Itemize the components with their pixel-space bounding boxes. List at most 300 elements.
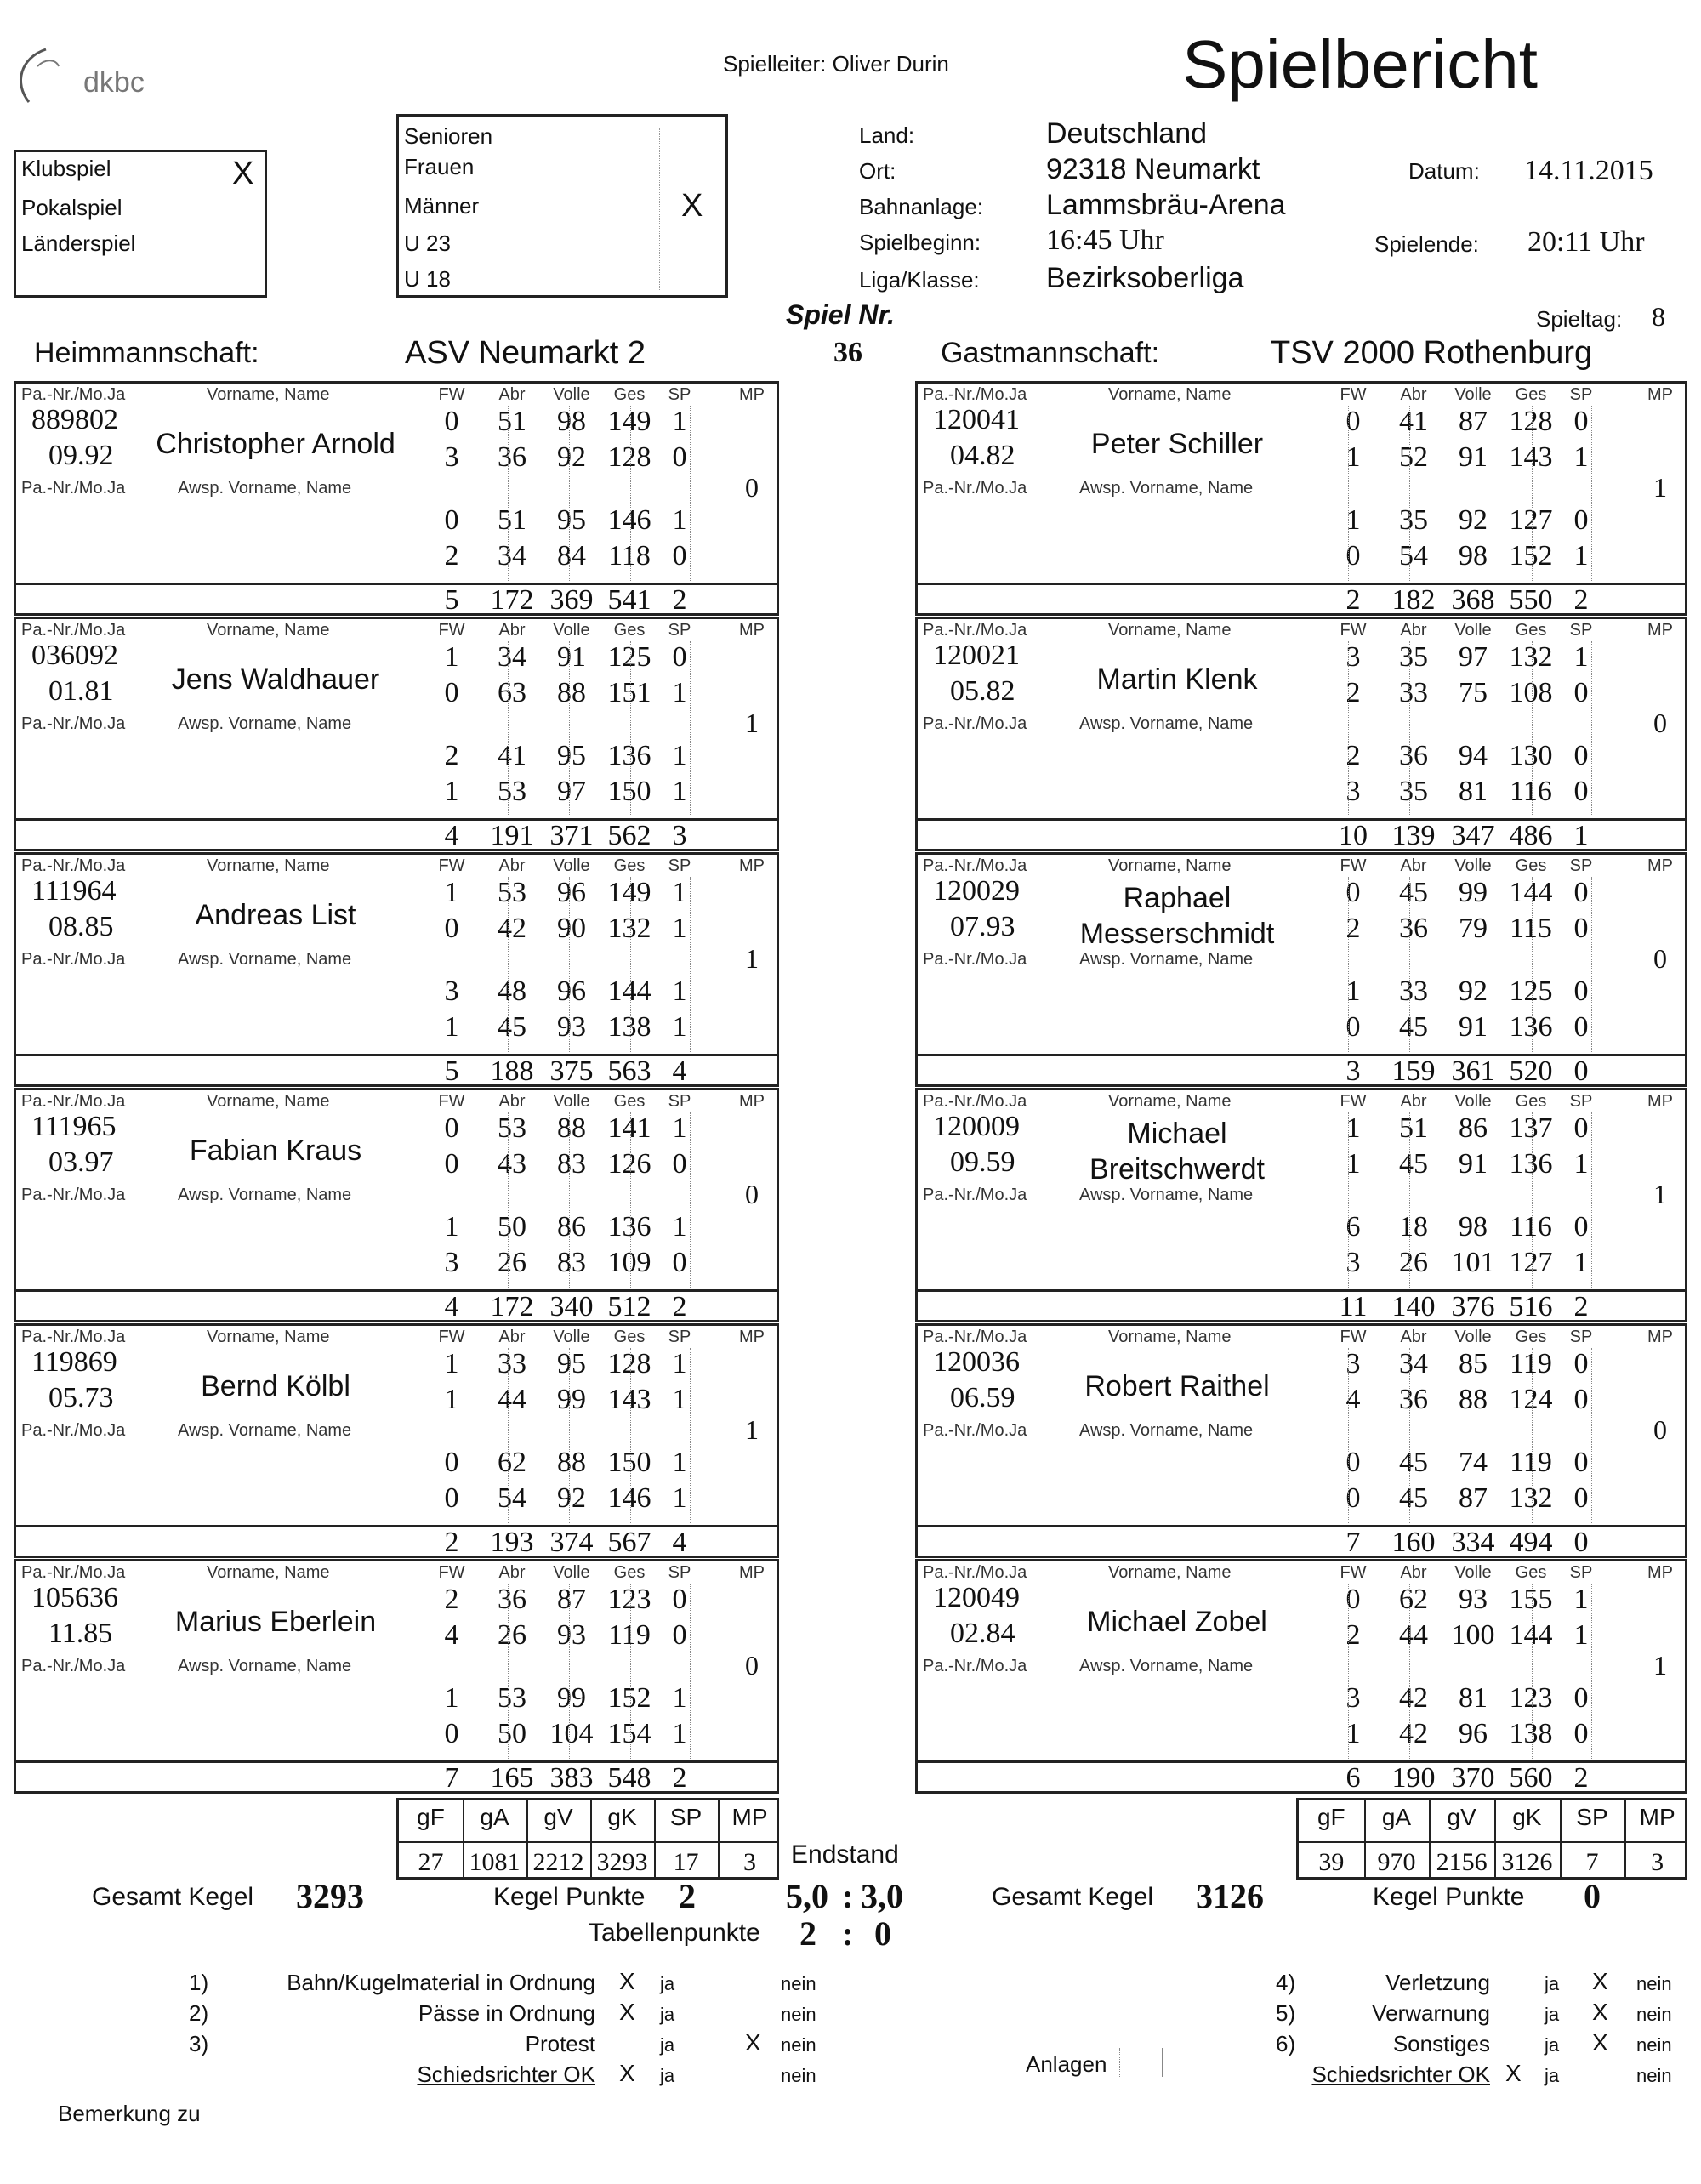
pa-nr-label: Pa.-Nr./Mo.Ja [923,1092,1027,1111]
score-cell: 132 [607,913,651,944]
score-cell: 0 [672,540,687,572]
score-cell: 45 [1399,1011,1428,1043]
score-cell: 0 [1573,975,1589,1007]
score-cell: 1 [672,1447,687,1478]
score-cell: 1 [672,975,687,1007]
score-cell: 43 [498,1148,526,1180]
check-num: 4) [1276,1970,1296,1995]
sum-cell: 2 [672,1762,687,1794]
ges-label: Ges [1515,1563,1547,1582]
score-cell: 104 [549,1718,594,1749]
score-cell: 81 [1459,1682,1488,1714]
score-cell: 93 [557,1011,586,1043]
score-cell: 1 [672,677,687,708]
check-ja-label: ja [1545,1973,1560,1994]
check-ja-label: ja [660,1973,675,1994]
score-cell: 1 [672,1348,687,1379]
check-ja-mark: X [619,1999,635,2025]
volle-label: Volle [553,1092,590,1111]
score-cell: 87 [1459,1482,1488,1514]
check-nein-label: nein [1636,1973,1672,1994]
score-cell: 83 [557,1247,586,1278]
sum-cell: 172 [490,1291,534,1322]
score-cell: 2 [444,740,459,771]
score-cell: 108 [1509,677,1553,708]
fw-label: FW [1340,1563,1367,1582]
guest-player-block [915,617,1687,851]
sum-cell: 4 [672,1055,687,1087]
score-cell: 99 [557,1682,586,1714]
score-cell: 99 [557,1384,586,1415]
score-cell: 44 [1399,1619,1428,1651]
guest-gesamt-value: 3126 [1196,1877,1264,1915]
home-punkte-value: 2 [679,1877,696,1915]
abr-label: Abr [1400,856,1427,875]
ende-value: 20:11 Uhr [1527,226,1645,258]
score-cell: 138 [1509,1718,1553,1749]
score-cell: 4 [444,1619,459,1651]
score-cell: 18 [1399,1211,1428,1243]
sum-cell: 520 [1509,1055,1553,1087]
sp-label: SP [1569,1328,1593,1346]
ges-label: Ges [613,1092,646,1111]
score-cell: 0 [672,1148,687,1180]
score-cell: 35 [1399,504,1428,536]
score-cell: 92 [1459,504,1488,536]
guest-team-name: TSV 2000 Rothenburg [1271,335,1593,371]
guest-player-block [915,852,1687,1087]
volle-label: Volle [553,1328,590,1346]
volle-label: Volle [1454,856,1492,875]
home-player-block [14,852,779,1087]
score-cell: 150 [607,776,651,807]
sum-cell: 548 [607,1762,651,1794]
score-cell: 1 [672,1011,687,1043]
sum-cell: 374 [549,1527,594,1558]
score-cell: 0 [1573,1112,1589,1144]
player-name: Jens Waldhauer [171,663,380,696]
pa-nr-label-awsp: Pa.-Nr./Mo.Ja [923,950,1027,969]
check-label: Verwarnung [1372,2000,1490,2026]
vorname-label: Vorname, Name [207,1563,330,1582]
pa-nr-label: Pa.-Nr./Mo.Ja [21,1563,126,1582]
score-cell: 1 [672,1718,687,1749]
check-ja-label: ja [1545,2034,1560,2056]
player-mp: 0 [745,472,759,503]
volle-label: Volle [1454,621,1492,640]
tabellen-colon: : [842,1914,854,1953]
score-cell: 92 [1459,975,1488,1007]
score-cell: 126 [607,1148,651,1180]
score-cell: 0 [1573,1447,1589,1478]
score-cell: 0 [444,1112,459,1144]
abr-label: Abr [498,1092,526,1111]
score-cell: 54 [1399,540,1428,572]
vorname-label: Vorname, Name [1108,1092,1232,1111]
score-cell: 0 [1573,1718,1589,1749]
player-mp: 0 [745,1179,759,1209]
totals-value-ga: 1081 [469,1848,521,1876]
score-cell: 36 [1399,1384,1428,1415]
page-title: Spielbericht [1182,26,1539,102]
player-birth: 08.85 [48,911,114,942]
player-mp: 1 [745,1414,759,1445]
score-cell: 1 [672,1112,687,1144]
abr-label: Abr [1400,1092,1427,1111]
score-cell: 92 [557,441,586,473]
sum-cell: 550 [1509,584,1553,616]
sum-cell: 6 [1345,1762,1361,1794]
check-label: Verletzung [1385,1970,1490,1995]
score-cell: 144 [1509,877,1553,908]
score-cell: 137 [1509,1112,1553,1144]
score-cell: 98 [1459,540,1488,572]
pa-nr-label-awsp: Pa.-Nr./Mo.Ja [923,1421,1027,1440]
score-cell: 36 [498,441,526,473]
player-number: 111965 [31,1111,117,1142]
sum-cell: 1 [1573,820,1589,851]
score-cell: 85 [1459,1348,1488,1379]
vorname-label: Vorname, Name [1108,1563,1232,1582]
pa-nr-label: Pa.-Nr./Mo.Ja [923,1563,1027,1582]
score-cell: 154 [607,1718,651,1749]
player-name: Michael Breitschwerdt [1089,1118,1265,1186]
sum-cell: 7 [1345,1527,1361,1558]
player-birth: 02.84 [950,1618,1015,1649]
totals-value-sp: 7 [1585,1848,1599,1876]
score-cell: 2 [1345,677,1361,708]
player-name: Peter Schiller [1090,428,1264,460]
score-cell: 88 [557,1447,586,1478]
vorname-label: Vorname, Name [207,1092,330,1111]
endstand-label: Endstand [791,1840,899,1868]
sum-cell: 486 [1509,820,1553,851]
score-cell: 45 [498,1011,526,1043]
sum-cell: 160 [1391,1527,1436,1558]
score-cell: 2 [444,1584,459,1615]
score-cell: 0 [1345,1447,1361,1478]
score-cell: 1 [1573,641,1589,673]
check-nein-mark: X [1592,1968,1608,1994]
player-mp: 0 [745,1650,759,1681]
abr-label: Abr [498,385,526,404]
score-cell: 0 [444,677,459,708]
score-cell: 1 [444,1384,459,1415]
player-name: Michael Zobel [1087,1606,1267,1638]
score-cell: 101 [1451,1247,1495,1278]
player-birth: 01.81 [48,675,114,707]
score-cell: 116 [1510,776,1552,807]
score-cell: 0 [672,441,687,473]
score-cell: 1 [672,406,687,437]
player-mp: 1 [745,708,759,738]
sum-cell: 494 [1509,1527,1553,1558]
sum-cell: 383 [549,1762,594,1794]
check-label: Schiedsrichter OK [1311,2062,1490,2087]
score-cell: 1 [672,776,687,807]
sum-cell: 2 [1573,1291,1589,1322]
score-cell: 1 [672,1384,687,1415]
player-number: 120041 [933,404,1020,435]
score-cell: 34 [498,641,526,673]
beginn-value: 16:45 Uhr [1046,225,1164,256]
player-name: Martin Klenk [1096,663,1258,696]
pa-nr-label-awsp: Pa.-Nr./Mo.Ja [923,1186,1027,1204]
score-cell: 53 [498,877,526,908]
score-cell: 35 [1399,641,1428,673]
check-label: Schiedsrichter OK [417,2062,595,2087]
pa-nr-label: Pa.-Nr./Mo.Ja [923,385,1027,404]
home-punkte-label: Kegel Punkte [493,1883,646,1911]
score-cell: 0 [1573,1682,1589,1714]
sum-cell: 4 [444,1291,459,1322]
score-cell: 146 [607,1482,651,1514]
sum-cell: 2 [1573,1762,1589,1794]
endstand-colon: : [842,1877,854,1915]
player-birth: 04.82 [950,440,1015,471]
abr-label: Abr [498,856,526,875]
score-cell: 143 [1509,441,1553,473]
score-cell: 0 [1573,1348,1589,1379]
score-cell: 1 [1345,1148,1361,1180]
fw-label: FW [1340,621,1367,640]
check-ja-label: ja [1545,2065,1560,2086]
guest-player-block [915,1323,1687,1558]
score-cell: 119 [1510,1348,1552,1379]
score-cell: 0 [1573,504,1589,536]
score-cell: 151 [607,677,651,708]
player-number: 120009 [933,1111,1020,1142]
score-cell: 92 [557,1482,586,1514]
totals-header-mp: MP [731,1804,768,1830]
vorname-label: Vorname, Name [207,856,330,875]
fw-label: FW [1340,385,1367,404]
player-number: 120036 [933,1346,1020,1378]
score-cell: 0 [1345,1482,1361,1514]
score-cell: 1 [1573,1148,1589,1180]
sum-cell: 165 [490,1762,534,1794]
check-ja-label: ja [1545,2004,1560,2025]
check-nein-label: nein [1636,2034,1672,2056]
logo-text: dkbc [83,66,145,99]
score-cell: 0 [1345,877,1361,908]
score-cell: 1 [1573,1584,1589,1615]
awsp-label: Awsp. Vorname, Name [178,1657,352,1675]
guest-player-block [915,381,1687,616]
fw-label: FW [438,856,465,875]
score-cell: 1 [1573,1247,1589,1278]
check-ja-mark: X [619,1968,635,1994]
score-cell: 95 [557,504,586,536]
score-cell: 0 [1573,913,1589,944]
score-cell: 0 [1573,1384,1589,1415]
sum-cell: 191 [490,820,534,851]
score-cell: 123 [1509,1682,1553,1714]
pa-nr-label: Pa.-Nr./Mo.Ja [21,621,126,640]
score-cell: 124 [1509,1384,1553,1415]
score-cell: 127 [1509,1247,1553,1278]
score-cell: 94 [1459,740,1488,771]
ges-label: Ges [613,1328,646,1346]
sum-cell: 516 [1509,1291,1553,1322]
spielnr-value: 36 [833,337,862,368]
pa-nr-label: Pa.-Nr./Mo.Ja [21,1328,126,1346]
spieltag-label: Spieltag: [1536,306,1623,332]
sp-label: SP [668,1092,691,1111]
abr-label: Abr [1400,621,1427,640]
score-cell: 0 [444,1447,459,1478]
volle-label: Volle [553,1563,590,1582]
vorname-label: Vorname, Name [1108,856,1232,875]
score-cell: 33 [498,1348,526,1379]
check-nein-mark: X [1592,1999,1608,2025]
sum-cell: 172 [490,584,534,616]
category-maenner: Männer [404,193,480,219]
mp-label: MP [739,1563,765,1582]
totals-header-sp: SP [669,1804,703,1830]
bahn-value: Lammsbräu-Arena [1046,189,1286,221]
score-cell: 1 [444,776,459,807]
sum-cell: 182 [1391,584,1436,616]
vorname-label: Vorname, Name [1108,385,1232,404]
check-ja-label: ja [660,2034,675,2056]
player-birth: 06.59 [950,1382,1015,1413]
home-totals-table [396,1798,779,1880]
totals-header-sp: SP [1576,1804,1608,1830]
score-cell: 0 [1573,1011,1589,1043]
tabellen-label: Tabellenpunkte [589,1919,760,1947]
sum-cell: 560 [1509,1762,1553,1794]
check-nein-mark: X [1592,2029,1608,2056]
player-mp: 0 [1653,708,1667,738]
category-u23: U 23 [404,230,451,256]
score-cell: 0 [1345,540,1361,572]
score-cell: 93 [557,1619,586,1651]
score-cell: 99 [1459,877,1488,908]
pa-nr-label: Pa.-Nr./Mo.Ja [923,856,1027,875]
player-mp: 1 [1653,1179,1667,1209]
score-cell: 3 [444,441,459,473]
game-type-box [14,150,267,298]
sum-cell: 188 [490,1055,534,1087]
pa-nr-label: Pa.-Nr./Mo.Ja [923,621,1027,640]
volle-label: Volle [553,856,590,875]
score-cell: 26 [1399,1247,1428,1278]
score-cell: 0 [1573,1211,1589,1243]
pa-nr-label: Pa.-Nr./Mo.Ja [21,385,126,404]
player-number: 036092 [31,640,118,671]
totals-header-gv: gV [543,1804,573,1830]
player-birth: 09.59 [950,1146,1015,1178]
score-cell: 98 [1459,1211,1488,1243]
score-cell: 119 [608,1619,651,1651]
sp-label: SP [1569,621,1593,640]
score-cell: 62 [498,1447,526,1478]
guest-totals-table [1296,1798,1687,1880]
game-type-laenderspiel: Länderspiel [21,230,136,256]
score-cell: 146 [607,504,651,536]
score-cell: 0 [672,1584,687,1615]
mp-label: MP [739,385,765,404]
score-cell: 3 [1345,641,1361,673]
home-team-name: ASV Neumarkt 2 [405,335,646,371]
abr-label: Abr [498,1328,526,1346]
score-cell: 0 [444,406,459,437]
score-cell: 81 [1459,776,1488,807]
ges-label: Ges [1515,856,1547,875]
ges-label: Ges [613,1563,646,1582]
score-cell: 116 [1510,1211,1552,1243]
score-cell: 88 [557,677,586,708]
sp-label: SP [1569,1092,1593,1111]
sum-cell: 0 [1573,1055,1589,1087]
player-name: Robert Raithel [1084,1370,1270,1402]
vorname-label: Vorname, Name [1108,1328,1232,1346]
score-cell: 1 [444,1211,459,1243]
sum-cell: 2 [672,1291,687,1322]
totals-value-sp: 17 [673,1848,699,1876]
score-cell: 1 [672,913,687,944]
ort-label: Ort: [859,158,896,184]
check-ja-mark: X [1505,2060,1522,2086]
volle-label: Volle [553,621,590,640]
guest-team-label: Gastmannschaft: [941,337,1160,369]
guest-punkte-value: 0 [1584,1877,1601,1915]
beginn-label: Spielbeginn: [859,230,981,255]
check-num: 2) [189,2000,209,2026]
score-cell: 1 [1573,540,1589,572]
fw-label: FW [438,1092,465,1111]
score-cell: 2 [444,540,459,572]
score-cell: 97 [557,776,586,807]
home-player-block [14,617,779,851]
score-cell: 3 [444,1247,459,1278]
score-cell: 0 [444,504,459,536]
score-cell: 1 [1345,1112,1361,1144]
pa-nr-label-awsp: Pa.-Nr./Mo.Ja [923,1657,1027,1675]
score-cell: 36 [498,1584,526,1615]
score-cell: 86 [557,1211,586,1243]
score-cell: 0 [1573,406,1589,437]
score-cell: 1 [444,877,459,908]
sum-cell: 193 [490,1527,534,1558]
vorname-label: Vorname, Name [207,1328,330,1346]
score-cell: 100 [1451,1619,1495,1651]
sum-cell: 10 [1339,820,1368,851]
score-cell: 87 [557,1584,586,1615]
anlagen-label: Anlagen [1026,2051,1107,2077]
fw-label: FW [438,621,465,640]
score-cell: 91 [1459,1148,1488,1180]
score-cell: 98 [557,406,586,437]
sum-cell: 370 [1451,1762,1495,1794]
score-cell: 118 [608,540,651,572]
volle-label: Volle [1454,1563,1492,1582]
score-cell: 1 [1345,1718,1361,1749]
player-name: Marius Eberlein [174,1606,377,1638]
pa-nr-label-awsp: Pa.-Nr./Mo.Ja [21,1186,126,1204]
score-cell: 1 [444,1011,459,1043]
score-cell: 2 [1345,913,1361,944]
datum-value: 14.11.2015 [1524,155,1653,186]
sum-cell: 4 [444,820,459,851]
score-cell: 136 [607,1211,651,1243]
check-nein-label: nein [781,2034,816,2056]
volle-label: Volle [1454,1092,1492,1111]
score-cell: 152 [607,1682,651,1714]
player-birth: 05.73 [48,1382,114,1413]
awsp-label: Awsp. Vorname, Name [178,950,352,969]
